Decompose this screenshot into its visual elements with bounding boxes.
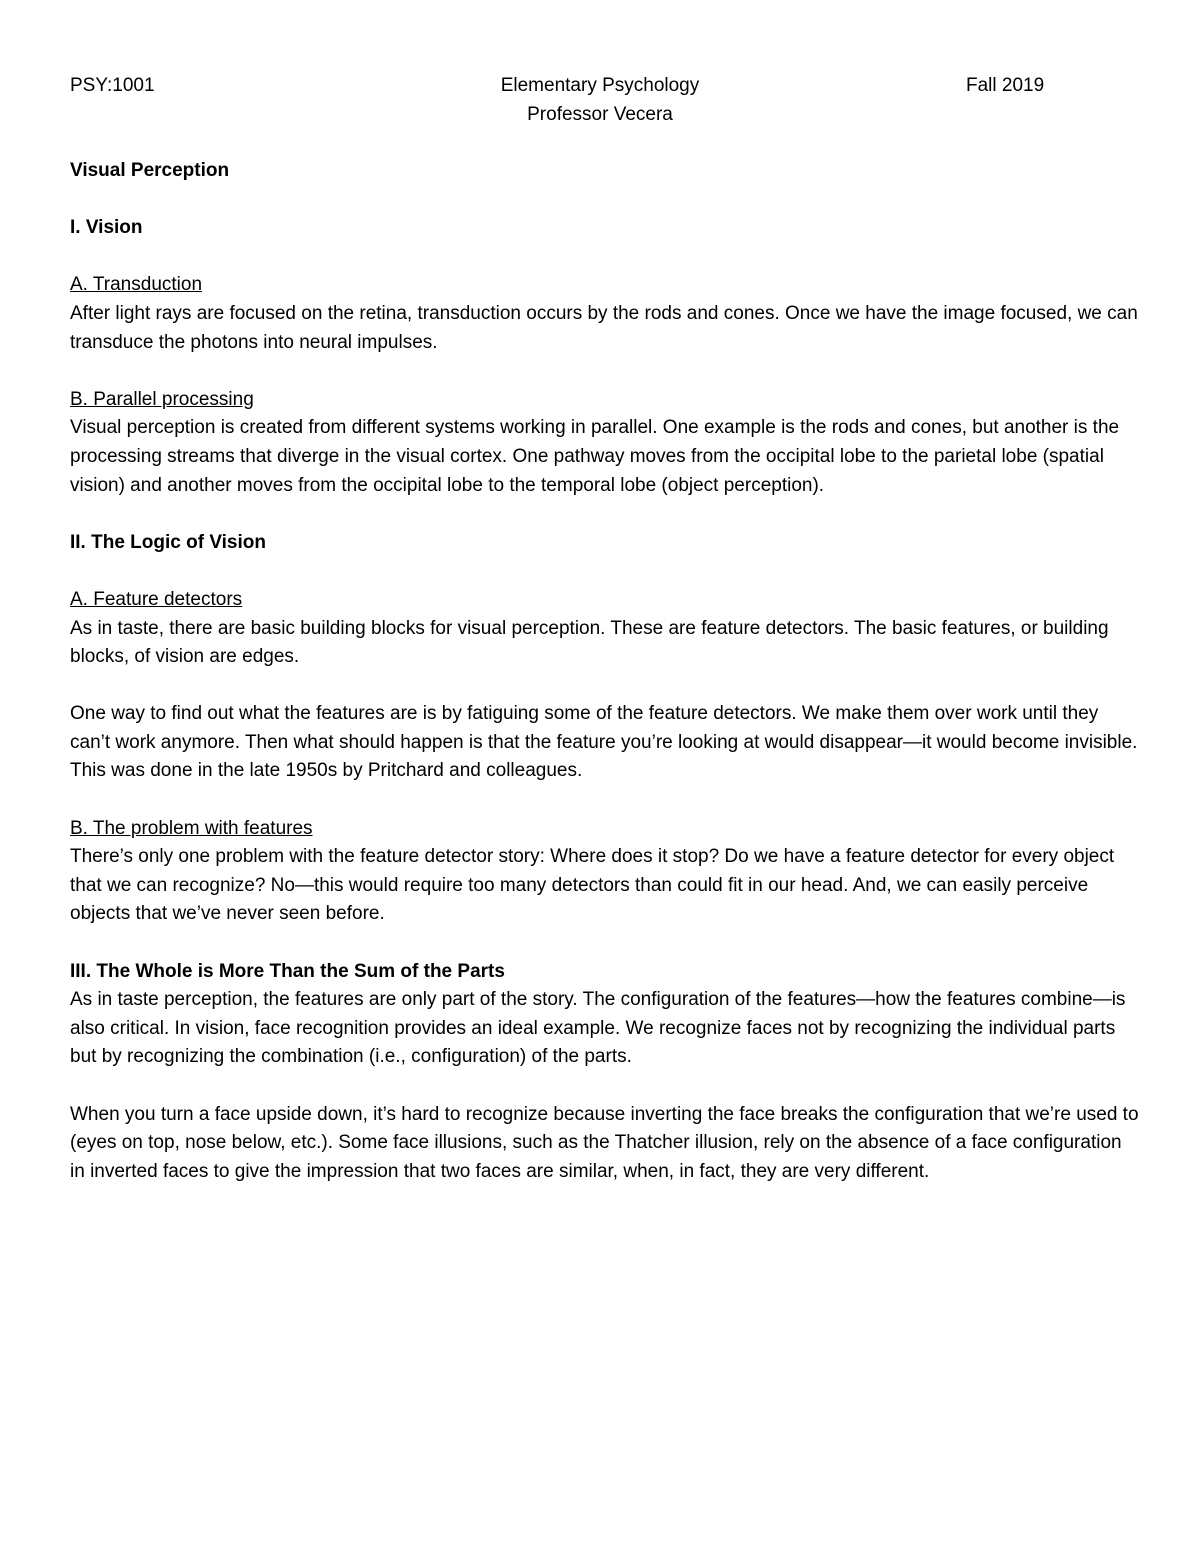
paragraph-problem-with-features: There’s only one problem with the feature detector story: Where does it stop? Do we have a feature detector for every object that we can recognize? No—this would require too many detectors than could fit in our head. And, we can easily perceive objects that we’ve never seen before. [70, 846, 1115, 925]
course-title: Elementary Psychology [500, 75, 700, 96]
document-title: Visual Perception [70, 160, 230, 181]
paragraph-configuration-2: When you turn a face upside down, it’s hard to recognize because inverting the face breaks the configuration that we’re used to (eyes on top, nose below, etc.). Some face illusions, such as the Thatcher illusion, rely on the absence of a face configuration in inverted faces to give the impression that two faces are similar, when, in fact, they are very different. [70, 1103, 1139, 1182]
paragraph-configuration-1: As in taste perception, the features are only part of the story. The configuration of the features—how the features combine—is also critical. In vision, face recognition provides an ideal example. We recognize faces not by recognizing the individual parts but by recognizing the combination (i.e., configuration) of the parts. [70, 989, 1126, 1068]
subheading-parallel-processing: B. Parallel processing [70, 388, 254, 410]
term: Fall 2019 [966, 75, 1045, 96]
paragraph-parallel-processing: Visual perception is created from different systems working in parallel. One example is the rods and cones, but another is the processing streams that diverge in the visual cortex. One pathway moves from the occipital lobe to the parietal lobe (spatial vision) and another moves from the occipital lobe to the temporal lobe (object perception). [70, 417, 1120, 496]
paragraph-feature-detectors-2: One way to find out what the features are is by fatiguing some of the feature detectors. We make them over work until they can’t work anymore. Then what should happen is that the feature you’re looking at would disappear—it would become invisible. This was done in the late 1950s by Pritchard and colleagues. [70, 703, 1138, 782]
paragraph-transduction: After light rays are focused on the retina, transduction occurs by the rods and cones. Once we have the image focused, we can transduce the photons into neural impulses. [70, 302, 1138, 353]
subheading-problem-with-features: B. The problem with features [70, 817, 313, 839]
subheading-feature-detectors: A. Feature detectors [70, 588, 243, 610]
section-heading-whole-more-than-parts: III. The Whole is More Than the Sum of the Parts [70, 960, 505, 982]
paragraph-feature-detectors-1: As in taste, there are basic building blocks for visual perception. These are feature detectors. The basic features, or building blocks, of vision are edges. [70, 617, 1109, 668]
section-heading-logic-of-vision: II. The Logic of Vision [70, 531, 266, 553]
subheading-transduction: A. Transduction [70, 274, 203, 296]
professor-name: Professor Vecera [527, 104, 673, 125]
document-body [70, 157, 1140, 1215]
course-code: PSY:1001 [70, 75, 155, 96]
section-heading-vision: I. Vision [70, 217, 143, 239]
